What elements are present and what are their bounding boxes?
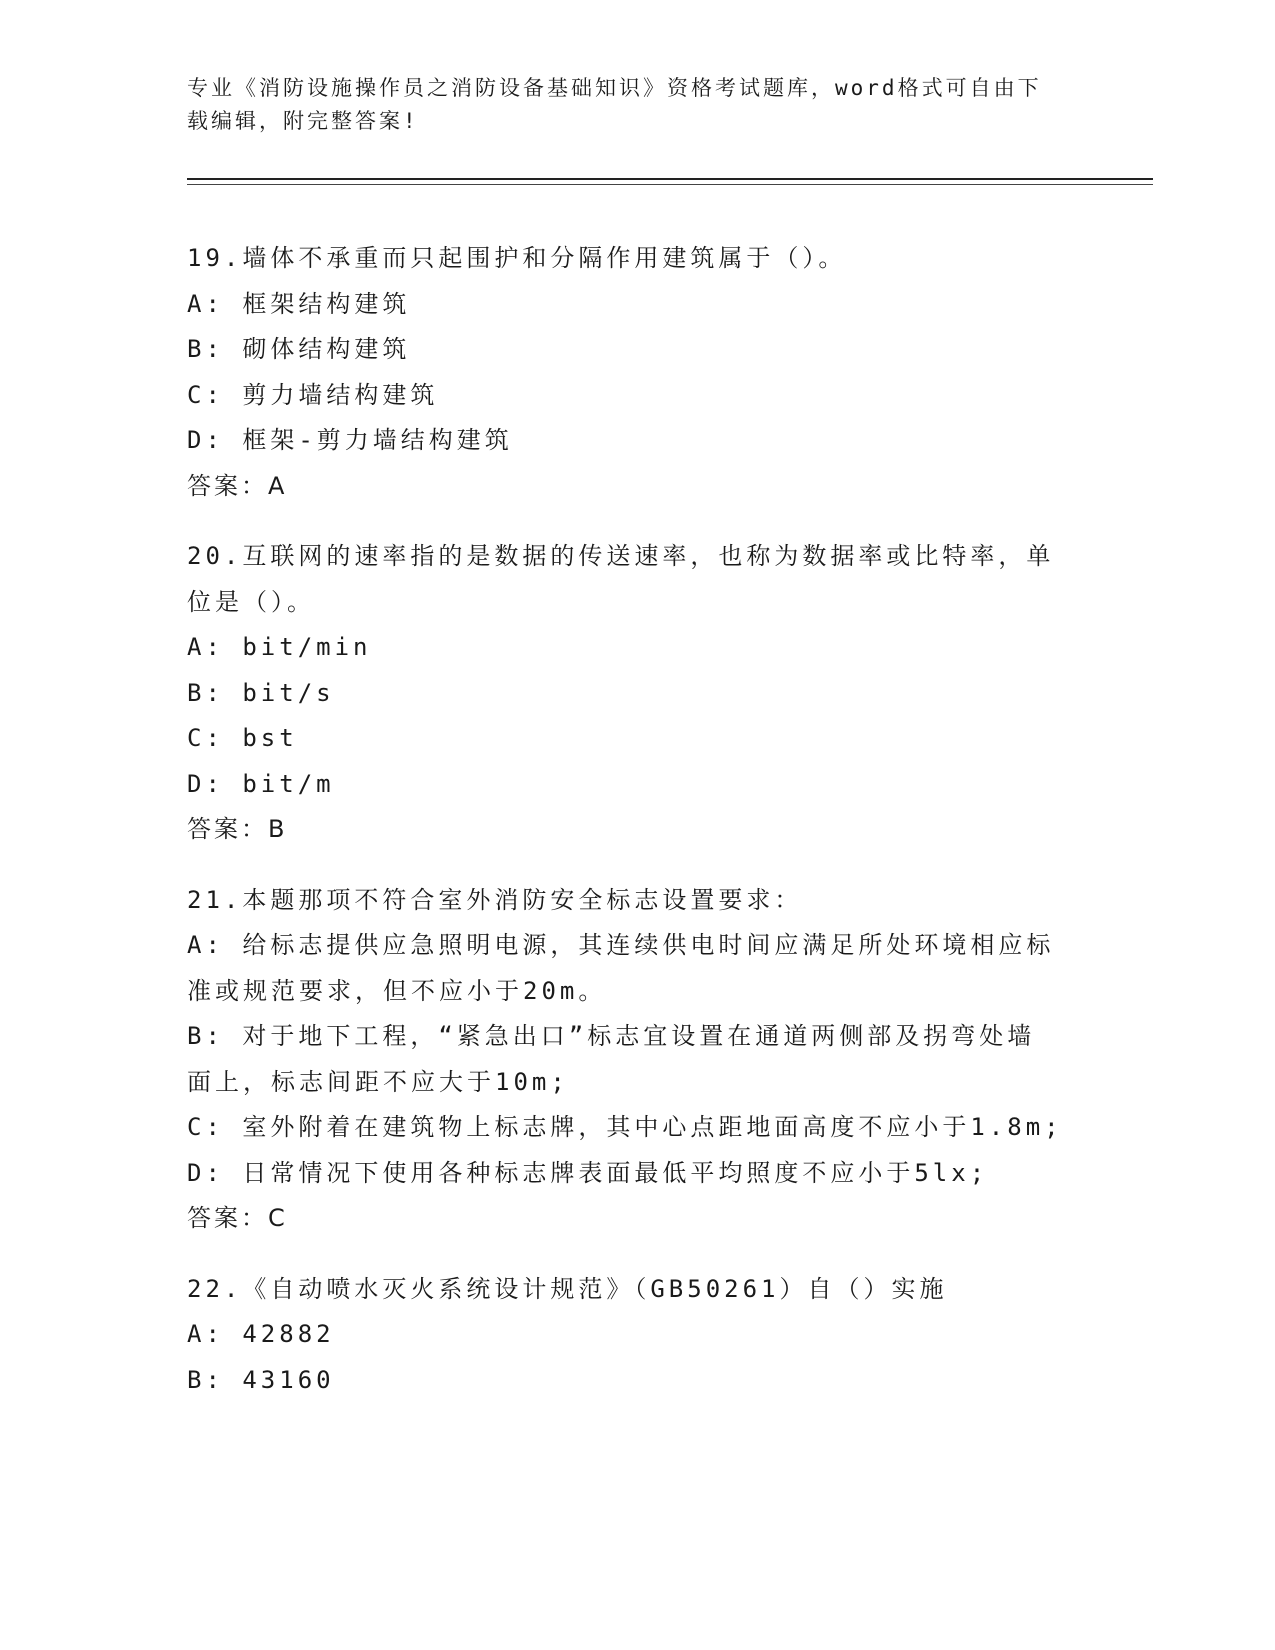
option-a: A: 给标志提供应急照明电源，其连续供电时间应满足所处环境相应标 [187, 931, 1055, 959]
option-a: A: 框架结构建筑 [187, 289, 411, 318]
option-a: A: 42882 [187, 1320, 335, 1348]
question-21 [187, 878, 1087, 1242]
question-22 [187, 1267, 1087, 1404]
header-line-2: 载编辑，附完整答案! [187, 109, 419, 133]
question-19 [187, 236, 1087, 509]
option-d: D: 日常情况下使用各种标志牌表面最低平均照度不应小于5lx; [187, 1158, 989, 1187]
option-b: B: 对于地下工程，“紧急出口”标志宜设置在通道两侧部及拐弯处墙 [187, 1022, 1036, 1050]
header-divider [187, 178, 1153, 180]
option-c: C: 室外附着在建筑物上标志牌，其中心点距地面高度不应小于1.8m; [187, 1113, 1063, 1141]
question-list [187, 236, 1087, 1428]
question-20 [187, 534, 1087, 853]
question-stem: 22.《自动喷水灭火系统设计规范》（GB50261）自（）实施 [187, 1274, 948, 1303]
question-stem: 20.互联网的速率指的是数据的传送速率，也称为数据率或比特率，单 [187, 542, 1055, 570]
option-b: B: 43160 [187, 1365, 335, 1394]
option-a: A: bit/min [187, 633, 372, 661]
answer-label: 答案：B [187, 815, 288, 843]
option-a-continued: 准或规范要求，但不应小于20m。 [187, 976, 607, 1005]
option-c: C: 剪力墙结构建筑 [187, 380, 439, 409]
option-c: C: bst [187, 724, 298, 752]
option-d: D: 框架-剪力墙结构建筑 [187, 426, 513, 454]
option-d: D: bit/m [187, 769, 335, 798]
answer-label: 答案：C [187, 1204, 288, 1232]
header-divider-thin [187, 184, 1153, 185]
document-header [187, 72, 1067, 138]
option-b: B: bit/s [187, 678, 335, 707]
answer-label: 答案：A [187, 471, 288, 500]
question-stem-continued: 位是（）。 [187, 587, 315, 616]
question-stem: 21.本题那项不符合室外消防安全标志设置要求： [187, 885, 803, 914]
option-b: B: 砌体结构建筑 [187, 335, 411, 363]
question-stem: 19.墙体不承重而只起围护和分隔作用建筑属于（）。 [187, 244, 847, 272]
option-b-continued: 面上，标志间距不应大于10m; [187, 1067, 569, 1096]
header-line-1: 专业《消防设施操作员之消防设备基础知识》资格考试题库，word格式可自由下 [187, 76, 1042, 100]
